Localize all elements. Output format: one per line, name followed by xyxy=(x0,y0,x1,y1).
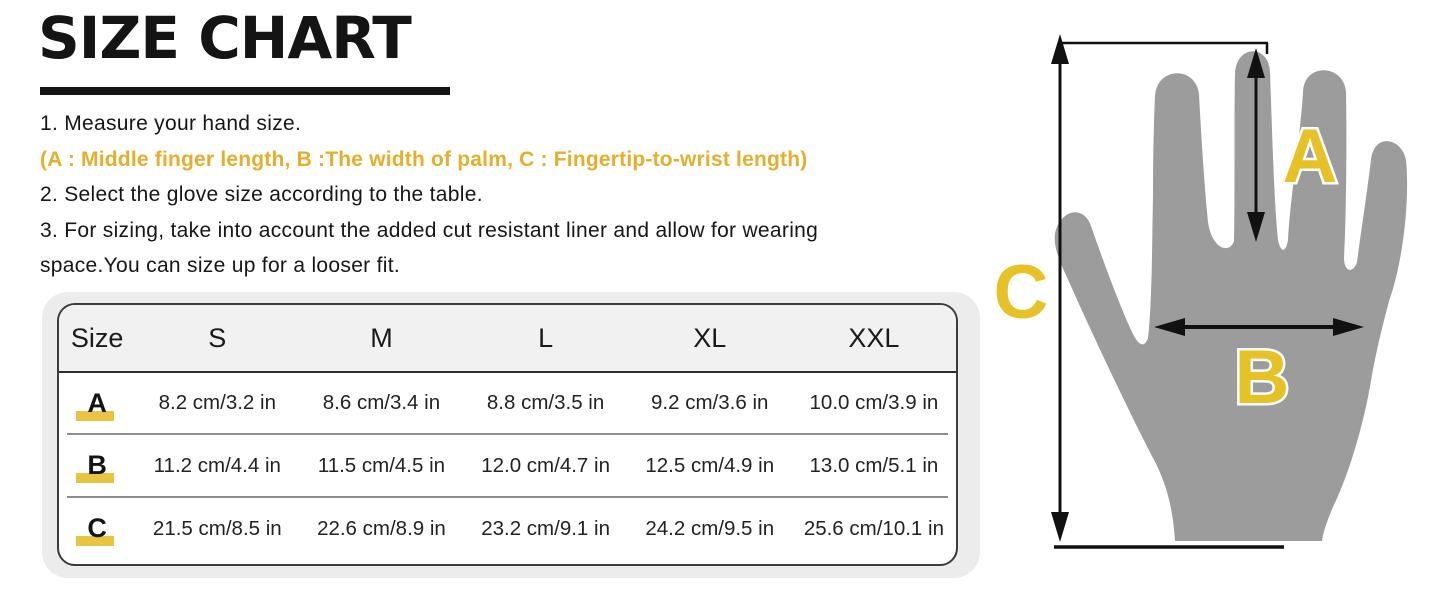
cell-a-s: 8.2 cm/3.2 in xyxy=(158,391,276,414)
instruction-step-2: 2. Select the glove size according to the table. xyxy=(40,183,483,207)
hand-silhouette xyxy=(1055,51,1407,541)
size-table-box xyxy=(57,303,958,566)
col-header-xl: XL xyxy=(628,305,792,372)
col-header-m: M xyxy=(299,305,463,372)
cell-a-xl: 9.2 cm/3.6 in xyxy=(651,391,769,414)
title-underline xyxy=(40,87,450,95)
row-a-letter-text: A xyxy=(87,387,107,418)
cell-c-l: 23.2 cm/9.1 in xyxy=(481,516,610,540)
row-b-letter xyxy=(84,450,110,481)
hand-label-a: A xyxy=(1282,114,1338,199)
cell-c-xxl: 25.6 cm/10.1 in xyxy=(803,516,944,540)
cell-c-m: 22.6 cm/8.9 in xyxy=(317,516,446,540)
row-c-letter xyxy=(84,513,110,544)
cell-b-s: 11.2 cm/4.4 in xyxy=(153,453,281,477)
row-b-letter-text: B xyxy=(87,450,107,480)
table-row-a xyxy=(59,372,956,433)
instructions xyxy=(40,106,990,284)
cell-a-m: 8.6 cm/3.4 in xyxy=(322,391,441,414)
hand-measurement-diagram xyxy=(990,0,1445,592)
cell-a-l: 8.8 cm/3.5 in xyxy=(486,391,605,414)
row-c-letter-text: C xyxy=(87,513,107,543)
instruction-step-1: 1. Measure your hand size. xyxy=(40,112,302,135)
cell-c-xl: 24.2 cm/9.5 in xyxy=(645,516,775,540)
cell-a-xxl: 10.0 cm/3.9 in xyxy=(809,391,939,414)
row-b-label-cell xyxy=(59,435,135,496)
col-header-s: S xyxy=(135,305,299,372)
cell-b-xxl: 13.0 cm/5.1 in xyxy=(809,453,939,477)
cell-b-l: 12.0 cm/4.7 in xyxy=(481,453,610,477)
hand-label-b: B xyxy=(1234,335,1290,420)
hand-label-c: C xyxy=(993,250,1049,335)
row-a-label-cell xyxy=(59,372,135,433)
col-header-size: Size xyxy=(59,305,135,372)
cell-c-s: 21.5 cm/8.5 in xyxy=(152,516,282,540)
page-title: SIZE CHART xyxy=(38,4,411,72)
row-c-label-cell xyxy=(59,498,135,559)
size-table-header-row xyxy=(59,305,956,372)
col-header-l: L xyxy=(464,305,628,372)
instruction-step-3-line-1: 3. For sizing, take into account the added cut resistant liner and allow for wearing xyxy=(40,218,819,242)
col-header-xxl: XXL xyxy=(792,305,956,372)
instruction-legend: (A : Middle finger length, B :The width of palm, C : Fingertip-to-wrist length) xyxy=(40,147,808,171)
table-row-b xyxy=(59,435,956,496)
instruction-step-3-line-2: space.You can size up for a looser fit. xyxy=(40,254,400,278)
row-a-letter xyxy=(84,388,110,419)
table-row-c xyxy=(59,498,956,559)
size-table xyxy=(59,305,956,559)
cell-b-xl: 12.5 cm/4.9 in xyxy=(645,453,775,477)
cell-b-m: 11.5 cm/4.5 in xyxy=(317,453,446,477)
